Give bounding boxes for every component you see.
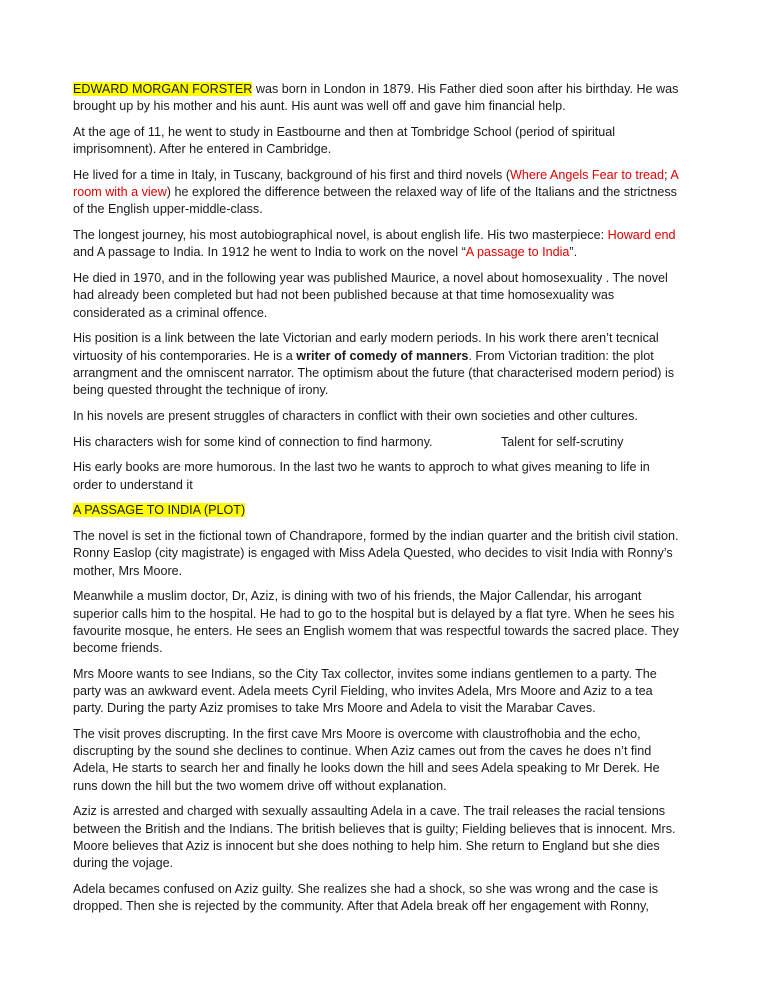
paragraph-position <box>73 330 680 399</box>
paragraph-text: His position is a link between the late Victorian and early modern periods. In his work there aren’t tecnical virtuosity of his contemporaries. He is a <box>73 331 659 363</box>
heading-plot <box>73 502 680 519</box>
paragraph-text: was born in London in 1879. His Father died soon after his birthday. He was brought up by his mother and his aunt. His aunt was well off and gave him financial help. <box>73 82 679 114</box>
self-scrutiny-text: Talent for self-scrutiny <box>501 434 624 449</box>
novel-title-passage-to-india: A passage to India <box>465 245 570 260</box>
paragraph-text: ) he explored the difference between the relaxed way of life of the Italians and the strictness of the English upper-middle-class. <box>73 185 677 217</box>
highlighted-heading: A PASSAGE TO INDIA (PLOT) <box>73 503 246 518</box>
plot-paragraph: Aziz is arrested and charged with sexually assaulting Adela in a cave. The trail releases the racial tensions between the British and the Indians. The british believes that is guilty; Fielding believes that is innocent. Mrs. Moore believes that Aziz is innocent but she does nothing to help him. She return to England but she dies during the vojage. <box>73 804 676 871</box>
connection-text: His characters wish for some kind of connection to find harmony. <box>73 434 433 449</box>
plot-paragraph: The visit proves discrupting. In the first cave Mrs Moore is overcome with claustrofhobia and the echo, discrupting by the sound she declines to continue. When Aziz cames out from the caves he does n’t find Adela, He starts to search her and finally he looks down the hill and sees Adela speaking to Mr Derek. He runs down the hill but the two womem drive off without explanation. <box>73 727 660 793</box>
paragraph-connection <box>73 434 680 451</box>
paragraph-italy <box>73 167 680 219</box>
paragraph-text: ”. <box>569 245 578 260</box>
plot-paragraph: The novel is set in the fictional town of Chandrapore, formed by the indian quarter and the british civil station. Ronny Easlop (city magistrate) is engaged with Miss Adela Quested, who decides to visit India with Ronny’s mother, Mrs Moore. <box>73 529 679 578</box>
paragraph-text: ; <box>664 168 671 182</box>
paragraph-masterpieces <box>73 227 680 261</box>
novel-title-howard-end: Howard end <box>607 228 676 243</box>
paragraph-biography <box>73 81 680 115</box>
paragraph-text: He lived for a time in Italy, in Tuscany, background of his first and third novels ( <box>73 168 511 182</box>
paragraph-struggles: In his novels are present struggles of characters in conflict with their own societies and other cultures. <box>73 408 638 423</box>
paragraph-text: . From Victorian tradition: the plot arrangment and the omniscent narrator. The optimism about the future (that characterised modern period) is being quested throught the technique of irony. <box>73 348 675 398</box>
paragraph-education: At the age of 11, he went to study in Eastbourne and then at Tombridge School (period of spiritual imprisomnent). After he entered in Cambridge. <box>73 125 616 157</box>
plot-paragraph: Adela becames confused on Aziz guilty. She realizes she had a shock, so she was wrong and the case is dropped. Then she is rejected by the community. After that Adela break off her engagement with Ronny, <box>73 881 659 914</box>
novel-title-where-angels: Where Angels Fear to tread <box>510 168 665 182</box>
paragraph-text: and A passage to India. In 1912 he went to India to work on the novel “ <box>73 245 466 260</box>
plot-paragraph: Meanwhile a muslim doctor, Dr, Aziz, is dining with two of his friends, the Major Callendar, his arrogant superior calls him to the hospital. He had to go to the hospital but is delayed by a flat tyre. When he sees his favourite mosque, he enters. He sees an English womem that was respectful towards the sacred place. They become friends. <box>73 589 679 656</box>
novel-title-room-with-view: A room with a view <box>73 168 679 200</box>
plot-paragraph: Mrs Moore wants to see Indians, so the City Tax collector, invites some indians gentlemen to a party. The party was an awkward event. Adela meets Cyril Fielding, who invites Adela, Mrs Moore and Aziz to a tea party. During the party Aziz promises to take Mrs Moore and Adela to visit the Marabar Caves. <box>73 666 657 716</box>
paragraph-death: He died in 1970, and in the following year was published Maurice, a novel about homosexuality . The novel had already been completed but had not been published because at that time homosexuality was considerated as a criminal offence. <box>73 271 668 320</box>
highlighted-author-name: EDWARD MORGAN FORSTER <box>73 82 253 96</box>
paragraph-text: The longest journey, his most autobiographical novel, is about english life. His two masterpiece: <box>73 228 608 243</box>
bold-phrase: writer of comedy of manners <box>296 348 469 363</box>
paragraph-early-books: His early books are more humorous. In the last two he wants to approch to what gives meaning to life in order to understand it <box>73 460 650 492</box>
